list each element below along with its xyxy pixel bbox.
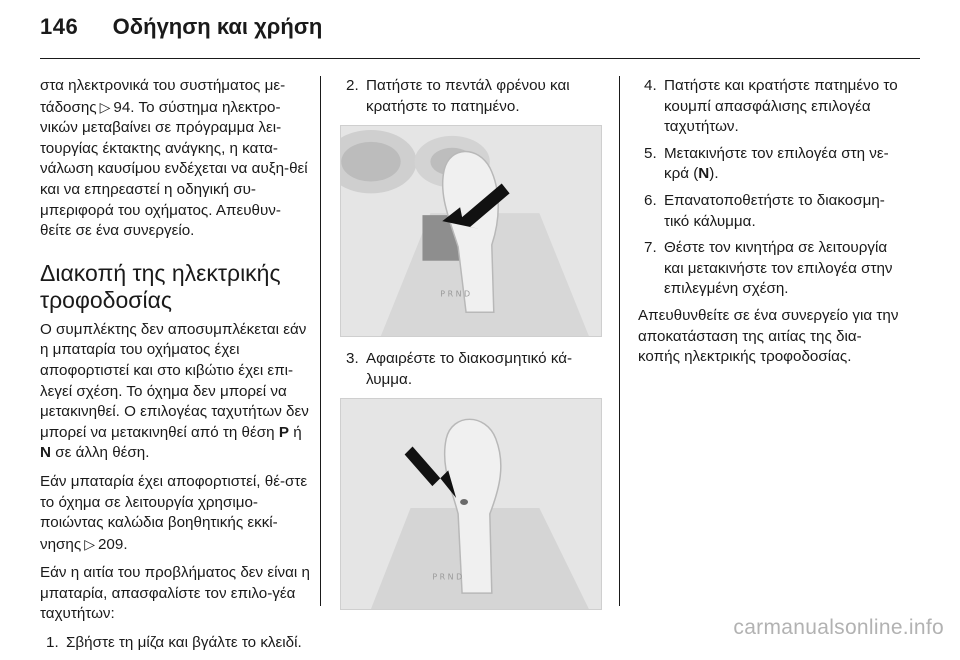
column-divider (320, 76, 321, 606)
svg-text:P R N D: P R N D (440, 289, 471, 299)
page-number: 146 (40, 14, 79, 39)
steps-list-3 (340, 349, 602, 390)
svg-text:P R N D: P R N D (432, 572, 463, 582)
step-item: 2. Πατήστε το πεντάλ φρένου και κρατήστε το πατημένο. (346, 77, 570, 115)
page-header (40, 14, 322, 44)
paragraph-clutch: Ο συμπλέκτης δεν αποσυμπλέκεται εάν η μπαταρία του οχήματος έχει αποφορτιστεί και στο κιβώτιο έχει επι-λεγεί σχέση. Το όχημα δεν μπορεί να μετακινηθεί. Ο επιλογέας ταχυτήτων δεν μπορεί να μετακινηθεί από τη θέση P ή N σε άλλη θέση. (40, 320, 309, 462)
step-item: 7. Θέστε τον κινητήρα σε λειτουργία και μετακινήστε τον επιλογέα στην επιλεγμένη σχέση. (644, 239, 893, 298)
chapter-title: Οδήγηση και χρήση (112, 14, 323, 39)
column-middle (340, 76, 602, 622)
step-item: 4. Πατήστε και κρατήστε πατημένο το κουμπί απασφάλισης επιλογέα ταχυτήτων. (644, 77, 898, 136)
gear-selector-figure-2 (340, 398, 602, 610)
paragraph-unlock-selector: Εάν η αιτία του προβλήματος δεν είναι η μπαταρία, απασφαλίστε τον επιλο-γέα ταχυτήτων: (40, 564, 310, 623)
steps-list-4 (638, 76, 902, 300)
step-item: 3. Αφαιρέστε το διακοσμητικό κά-λυμμα. (346, 350, 573, 388)
page-reference-link[interactable]: 94 (113, 98, 131, 116)
step-item: 6. Επανατοποθετήστε το διακοσμη-τικό κάλυμμα. (644, 191, 885, 230)
step-item: 1. Σβήστε τη μίζα και βγάλτε το κλειδί. (46, 634, 302, 652)
closing-paragraph: Απευθυνθείτε σε ένα συνεργείο για την αποκατάσταση της αιτίας της δια-κοπής ηλεκτρικής τροφοδοσίας. (638, 306, 899, 366)
page-reference-triangle-icon: ▷ (84, 535, 95, 552)
page-reference-link[interactable]: 209 (97, 535, 124, 553)
header-rule (40, 58, 920, 59)
column-divider (619, 76, 620, 606)
steps-list-1 (40, 633, 310, 654)
page-reference-triangle-icon: ▷ (99, 98, 111, 115)
intro-paragraph: στα ηλεκτρονικά του συστήματος με-τάδοσης ▷ 94. Το σύστημα ηλεκτρο-νικών μεταβαίνει σε πρόγραμμα λει-τουργίας έκτακτης ανάγκης, η κατα-νάλωση καυσίμου ενδέχεται να αυξη-θεί και να επηρεαστεί η οδηγική συ-μπεριφορά του οχήματος. Απευθυν-θείτε σε ένα συνεργείο. (40, 77, 308, 240)
paragraph-jump-start: Εάν μπαταρία έχει αποφορτιστεί, θέ-στε το όχημα σε λειτουργία χρησιμο-ποιώντας καλώδια βοηθητικής εκκί-νησης ▷ 209. (40, 472, 308, 553)
section-heading: Διακοπή της ηλεκτρικής τροφοδοσίας (40, 259, 281, 313)
column-left (40, 76, 310, 660)
step-item: 5. Μετακινήστε τον επιλογέα στη νε-κρά (N). (644, 144, 889, 183)
watermark: carmanualsonline.info (733, 616, 944, 639)
unlock-button (460, 499, 468, 505)
column-right (638, 76, 902, 376)
steps-list-2 (340, 76, 602, 117)
gear-selector-figure-1 (340, 125, 602, 337)
